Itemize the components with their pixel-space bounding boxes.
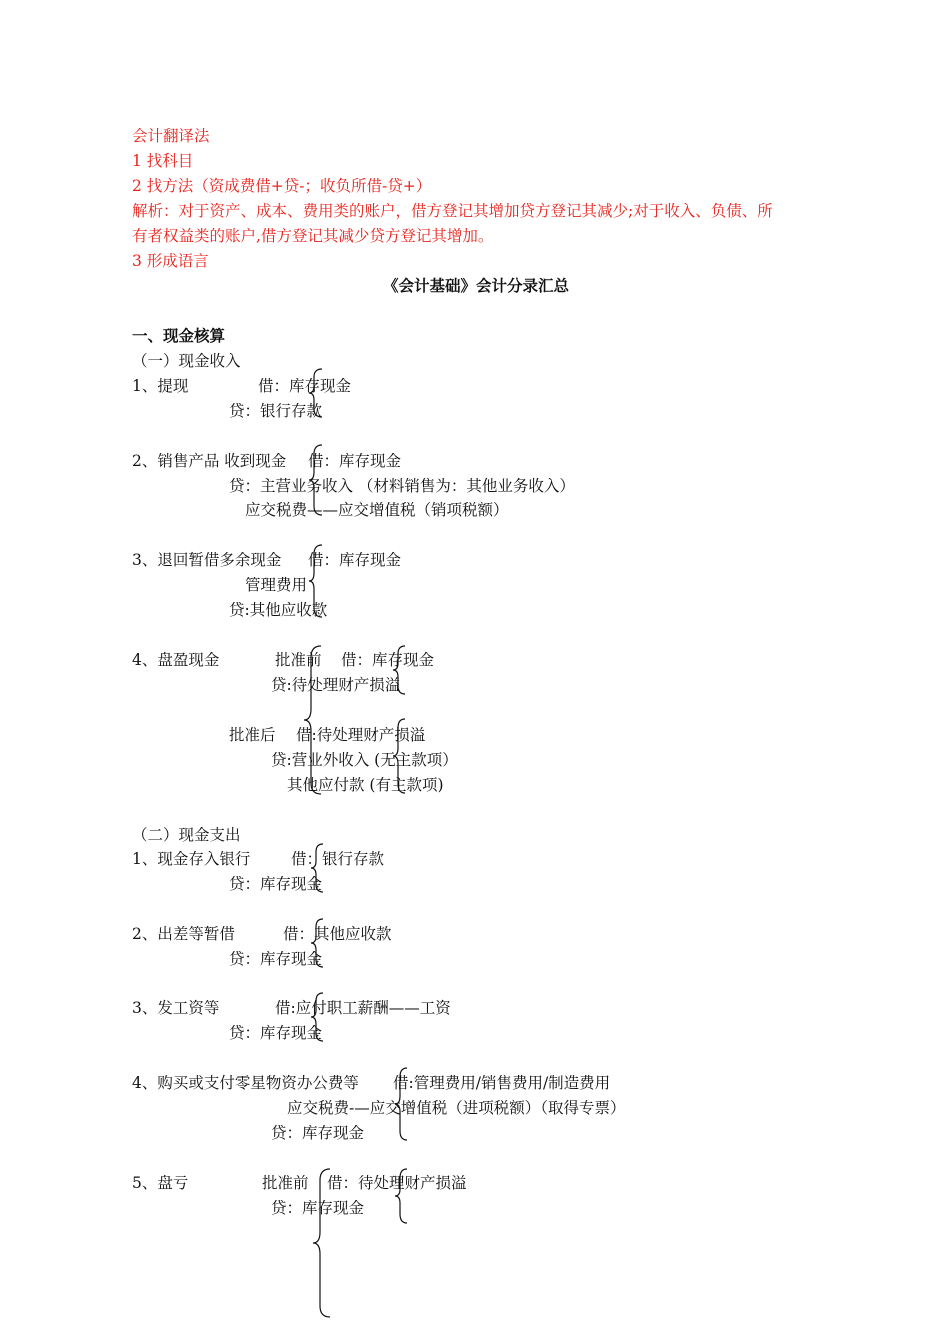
debit-line: 借：待处理财产损溢 xyxy=(327,1174,467,1192)
debit-line: 借：银行存款 xyxy=(291,850,385,868)
approval-after-label: 批准后 xyxy=(229,726,276,744)
debit-line: 借：库存现金 xyxy=(308,551,402,569)
entry-label: 3、退回暂借多余现金 xyxy=(132,551,282,569)
debit-line: 管理费用 xyxy=(245,576,308,594)
entry-label: 3、发工资等 xyxy=(132,999,220,1017)
credit-line: 贷:营业外收入 (无主款项） xyxy=(271,751,458,769)
entry-label: 2、出差等暂借 xyxy=(132,925,235,943)
debit-line: 借：库存现金 xyxy=(341,651,435,669)
credit-line: 贷:待处理财产损溢 xyxy=(271,676,401,694)
credit-line: 应交税费——应交增值税（销项税额） xyxy=(245,501,509,519)
brace-icon xyxy=(310,843,326,893)
credit-line: 贷:其他应收款 xyxy=(229,601,328,619)
method-title: 会计翻译法 xyxy=(132,127,210,145)
credit-line: 贷：库存现金 xyxy=(229,950,323,968)
entry-label: 1、现金存入银行 xyxy=(132,850,251,868)
credit-line: 贷：库存现金 xyxy=(229,1024,323,1042)
entry-label: 4、购买或支付零星物资办公费等 xyxy=(132,1074,359,1092)
credit-line: 贷：主营业务收入 （材料销售为：其他业务收入） xyxy=(229,477,575,495)
brace-icon xyxy=(308,368,326,418)
brace-icon xyxy=(310,992,326,1042)
brace-icon xyxy=(392,718,408,794)
credit-line: 贷：库存现金 xyxy=(271,1124,365,1142)
section-heading: 一、现金核算 xyxy=(132,326,226,345)
document-title: 《会计基础》会计分录汇总 xyxy=(383,276,570,295)
debit-line: 借：其他应收款 xyxy=(283,925,392,943)
debit-line: 借:应付职工薪酬——工资 xyxy=(275,999,451,1017)
brace-icon xyxy=(394,1067,410,1141)
entry-label: 1、提现 xyxy=(132,377,189,395)
method-step-2: 2 找方法（资成费借+贷-；收负所借-贷+） xyxy=(132,177,432,195)
debit-line: 借：库存现金 xyxy=(308,452,402,470)
credit-line: 贷：库存现金 xyxy=(271,1199,365,1217)
debit-line: 应交税费-—应交增值税（进项税额）（取得专票） xyxy=(287,1099,626,1117)
credit-line: 贷：银行存款 xyxy=(229,402,323,420)
debit-line: 借：库存现金 xyxy=(258,377,352,395)
credit-line: 其他应付款 (有主款项) xyxy=(287,776,444,794)
credit-line: 贷：库存现金 xyxy=(229,875,323,893)
debit-line: 借:待处理财产损溢 xyxy=(296,726,426,744)
analysis-line-1: 解析：对于资产、成本、费用类的账户，借方登记其增加贷方登记其减少;对于收入、负债、所 xyxy=(132,202,773,220)
brace-icon xyxy=(308,444,326,516)
brace-icon xyxy=(392,645,408,695)
subsection-heading-income: （一）现金收入 xyxy=(132,352,241,370)
debit-line: 借:管理费用/销售费用/制造费用 xyxy=(393,1074,611,1092)
brace-icon xyxy=(310,918,326,968)
approval-before-label: 批准前 xyxy=(275,651,322,669)
brace-icon xyxy=(308,544,326,618)
approval-before-label: 批准前 xyxy=(262,1174,309,1192)
analysis-line-2: 有者权益类的账户,借方登记其减少贷方登记其增加。 xyxy=(132,227,494,245)
entry-label: 4、盘盈现金 xyxy=(132,651,220,669)
subsection-heading-expense: （二）现金支出 xyxy=(132,826,241,844)
entry-label: 5、盘亏 xyxy=(132,1174,189,1192)
method-step-1: 1 找科目 xyxy=(132,152,194,170)
brace-icon xyxy=(312,1168,334,1318)
method-step-3: 3 形成语言 xyxy=(132,252,209,270)
brace-icon xyxy=(303,645,325,795)
entry-label: 2、销售产品 收到现金 xyxy=(132,452,287,470)
brace-icon xyxy=(394,1168,410,1224)
